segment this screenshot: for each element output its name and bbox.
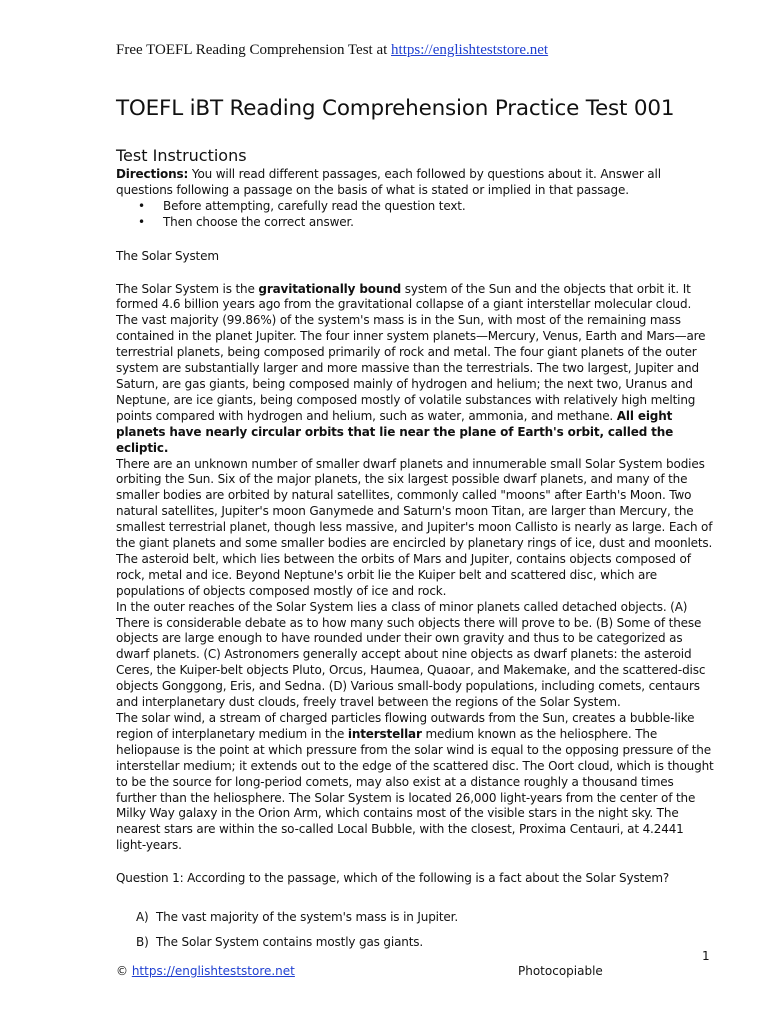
answer-option-b[interactable] xyxy=(116,935,714,951)
answer-option-a[interactable] xyxy=(116,910,714,926)
page-header xyxy=(116,42,548,59)
bold-term: gravitationally bound xyxy=(258,281,402,296)
header-link[interactable]: https://englishteststore.net xyxy=(391,42,549,58)
paragraph-text: system of the Sun and the objects that orbit it. It formed 4.6 billion years ago from the gravitational collapse of a giant interstellar molecular cloud. The vast majority (99.86%) of the system's mass is in the Sun, with most of the remaining mass contained in the planet Jupiter. The four inner system planets—Mercury, Venus, Earth and Mars—are terrestrial planets, being composed primarily of rock and metal. The four giant planets of the outer system are substantially larger and more massive than the terrestrials. The two largest, Jupiter and Saturn, are gas giants, being composed mainly of hydrogen and helium; the next two, Uranus and Neptune, are ice giants, being composed mostly of volatile substances with relatively high melting points compared with hydrogen and helium, such as water, ammonia, and methane. xyxy=(116,281,706,423)
passage-paragraph-2: There are an unknown number of smaller dwarf planets and innumerable small Solar System bodies orbiting the Sun. Six of the major planets, the six largest possible dwarf planets, and many of the smaller bodies are orbited by natural satellites, commonly called "moons" after Earth's Moon. Two natural satellites, Jupiter's moon Ganymede and Saturn's moon Titan, are larger than Mercury, the smallest terrestrial planet, though less massive, and Jupiter's moon Callisto is nearly as large. Each of the giant planets and some smaller bodies are encircled by planetary rings of ice, dust and moonlets. The asteroid belt, which lies between the orbits of Mars and Jupiter, contains objects composed of rock, metal and ice. Beyond Neptune's orbit lie the Kuiper belt and scattered disc, which are populations of objects composed mostly of ice and rock. xyxy=(116,456,713,598)
paragraph-text: The solar wind, a stream of charged particles flowing outwards from the Sun, creates a bubble-like region of interplanetary medium in the xyxy=(116,711,695,741)
directions-label: Directions: xyxy=(116,167,189,181)
instructions-heading: Test Instructions xyxy=(116,146,247,165)
instruction-item: • Then choose the correct answer. xyxy=(116,215,714,231)
footer-photocopiable: Photocopiable xyxy=(518,964,603,978)
bold-sentence: All eight planets have nearly circular orbits that lie near the plane of Earth's orbit, called the ecliptic. xyxy=(116,408,674,455)
passage-paragraph-4 xyxy=(116,711,714,854)
page-title: TOEFL iBT Reading Comprehension Practice Test 001 xyxy=(116,96,675,121)
option-text: The vast majority of the system's mass is in Jupiter. xyxy=(156,910,458,925)
footer-link[interactable]: https://englishteststore.net xyxy=(131,964,295,978)
instruction-item: • Before attempting, carefully read the question text. xyxy=(116,199,714,215)
paragraph-text: medium known as the heliosphere. The heliopause is the point at which pressure from the solar wind is equal to the opposing pressure of the interstellar medium; it extends out to the edge of the scattered disc. The Oort cloud, which is thought to be the source for long-period comets, may also exist at a distance roughly a thousand times further than the heliosphere. The Solar System is located 26,000 light-years from the center of the Milky Way galaxy in the Orion Arm, which contains most of the visible stars in the night sky. The nearest stars are within the so-called Local Bubble, with the closest, Proxima Centauri, at 4.2441 light-years. xyxy=(116,726,714,853)
footer-copyright xyxy=(116,964,295,978)
passage-title: The Solar System xyxy=(116,248,219,263)
passage-paragraph-3: In the outer reaches of the Solar System lies a class of minor planets called detached objects. (A) There is considerable debate as to how many such objects there will prove to be. (B) Some of these objects are large enough to have rounded under their own gravity and thus to be categorized as dwarf planets. (C) Astronomers generally accept about nine objects as dwarf planets: the asteroid Ceres, the Kuiper-belt objects Pluto, Orcus, Haumea, Quaoar, and Makemake, and the scattered-disc objects Gonggong, Eris, and Sedna. (D) Various small-body populations, including comets, centaurs and interplanetary dust clouds, freely travel between the regions of the Solar System. xyxy=(116,599,706,710)
option-text: The Solar System contains mostly gas giants. xyxy=(156,934,424,949)
directions-text: You will read different passages, each followed by questions about it. Answer all questions following a passage on the basis of what is stated or implied in that passage. xyxy=(116,167,661,197)
copyright-symbol: © xyxy=(116,964,128,978)
directions xyxy=(116,167,714,199)
paragraph-text: The Solar System is the xyxy=(116,281,259,296)
header-text: Free TOEFL Reading Comprehension Test at xyxy=(116,42,392,58)
document-body xyxy=(116,167,714,951)
option-letter: A) xyxy=(136,910,149,925)
option-letter: B) xyxy=(136,934,149,949)
question-text: Question 1: According to the passage, which of the following is a fact about the Solar System? xyxy=(116,871,670,886)
instruction-list xyxy=(116,199,714,231)
passage-paragraph-1 xyxy=(116,282,714,457)
bold-term: interstellar xyxy=(347,726,422,741)
page-number: 1 xyxy=(702,949,710,963)
